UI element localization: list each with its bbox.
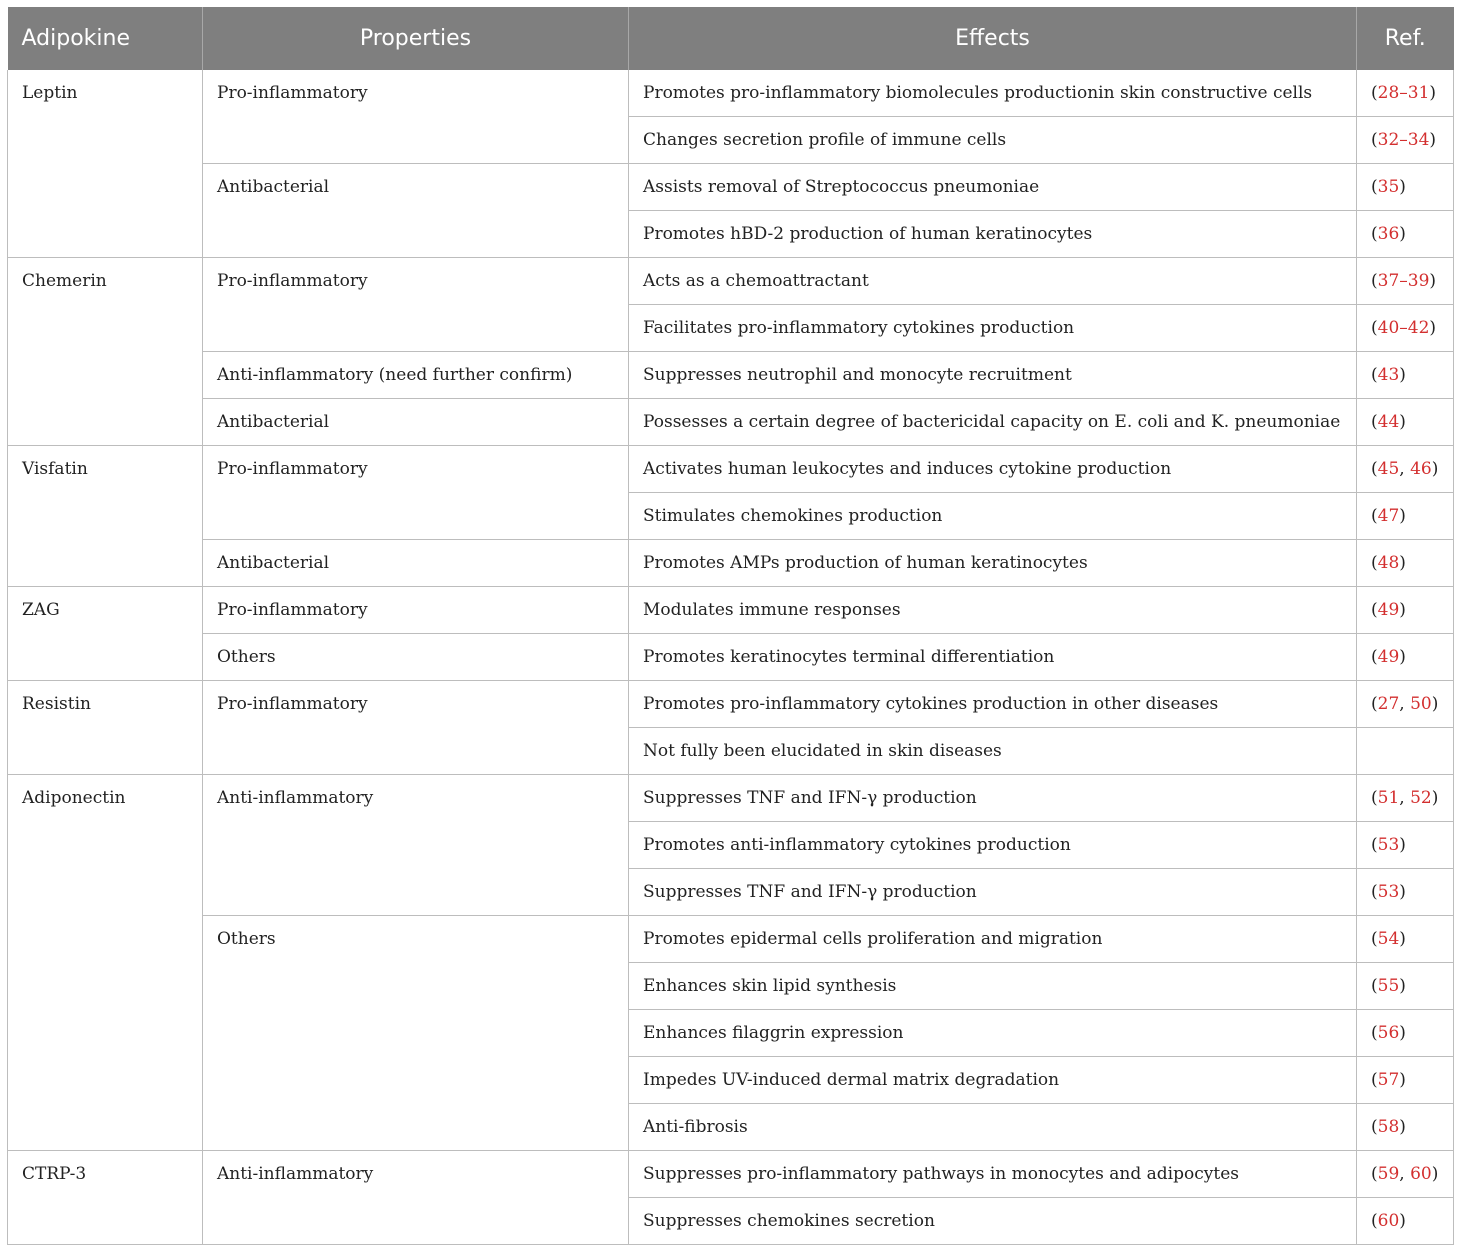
- ref-link[interactable]: 37–39: [1377, 271, 1430, 291]
- ref-paren-close: ): [1399, 1070, 1406, 1090]
- ref-paren-open: (: [1371, 835, 1378, 855]
- ref-link[interactable]: 48: [1377, 553, 1400, 573]
- ref-cell: [1357, 70, 1454, 117]
- effect-cell: Suppresses neutrophil and monocyte recruitment: [629, 352, 1357, 399]
- ref-link[interactable]: 54: [1377, 929, 1400, 949]
- ref-paren-open: (: [1371, 647, 1378, 667]
- ref-link[interactable]: 44: [1377, 412, 1400, 432]
- ref-link[interactable]: 43: [1377, 365, 1400, 385]
- ref-cell: [1357, 869, 1454, 916]
- adipokine-cell: Visfatin: [8, 446, 203, 587]
- ref-link[interactable]: 32–34: [1377, 130, 1430, 150]
- ref-paren-close: ): [1429, 83, 1437, 103]
- table-row: [8, 681, 1454, 728]
- ref-link[interactable]: 55: [1377, 976, 1400, 996]
- table-row: [8, 164, 1454, 211]
- ref-paren-close: ): [1399, 600, 1406, 620]
- ref-paren-close: ): [1399, 365, 1406, 385]
- property-cell: Pro-inflammatory: [203, 587, 629, 634]
- ref-cell: [1357, 634, 1454, 681]
- property-cell: Antibacterial: [203, 540, 629, 587]
- ref-paren-close: ): [1399, 882, 1406, 902]
- property-cell: Others: [203, 916, 629, 1151]
- effect-cell: Possesses a certain degree of bactericidal capacity on E. coli and K. pneumoniae: [629, 399, 1357, 446]
- ref-cell: [1357, 681, 1454, 728]
- effect-cell: Assists removal of Streptococcus pneumoniae: [629, 164, 1357, 211]
- ref-paren-open: (: [1371, 506, 1378, 526]
- ref-link[interactable]: 57: [1377, 1070, 1400, 1090]
- header-adipokine: Adipokine: [8, 7, 203, 70]
- ref-paren-open: (: [1371, 459, 1378, 479]
- adipokine-cell: Adiponectin: [8, 775, 203, 1151]
- ref-cell: [1357, 728, 1454, 775]
- effect-cell: Modulates immune responses: [629, 587, 1357, 634]
- ref-paren-close: ): [1399, 1117, 1406, 1137]
- header-ref: Ref.: [1357, 7, 1454, 70]
- table-row: [8, 399, 1454, 446]
- property-cell: Pro-inflammatory: [203, 70, 629, 164]
- ref-cell: [1357, 164, 1454, 211]
- ref-cell: [1357, 1057, 1454, 1104]
- ref-paren-close: ): [1399, 412, 1406, 432]
- ref-cell: [1357, 916, 1454, 963]
- ref-cell: [1357, 587, 1454, 634]
- ref-link[interactable]: 53: [1377, 882, 1400, 902]
- effect-cell: Promotes keratinocytes terminal differentiation: [629, 634, 1357, 681]
- ref-paren-open: (: [1371, 365, 1378, 385]
- ref-link[interactable]: 47: [1377, 506, 1400, 526]
- effect-cell: Enhances filaggrin expression: [629, 1010, 1357, 1057]
- adipokine-cell: Leptin: [8, 70, 203, 258]
- table-row: [8, 70, 1454, 117]
- ref-link[interactable]: 49: [1377, 600, 1400, 620]
- ref-paren-open: (: [1371, 318, 1378, 338]
- ref-paren-close: ): [1399, 177, 1406, 197]
- ref-cell: [1357, 1151, 1454, 1198]
- ref-paren-open: (: [1371, 130, 1378, 150]
- ref-cell: [1357, 352, 1454, 399]
- property-cell: Pro-inflammatory: [203, 681, 629, 775]
- effect-cell: Changes secretion profile of immune cells: [629, 117, 1357, 164]
- ref-paren-open: (: [1371, 224, 1378, 244]
- effect-cell: Activates human leukocytes and induces cytokine production: [629, 446, 1357, 493]
- effect-cell: Not fully been elucidated in skin diseases: [629, 728, 1357, 775]
- ref-paren-close: ): [1399, 976, 1406, 996]
- ref-paren-open: (: [1371, 929, 1378, 949]
- ref-paren-close: ): [1399, 1023, 1406, 1043]
- property-cell: Antibacterial: [203, 164, 629, 258]
- ref-link[interactable]: 59, 60: [1377, 1164, 1432, 1184]
- ref-paren-close: ): [1399, 224, 1406, 244]
- ref-paren-open: (: [1371, 976, 1378, 996]
- ref-link[interactable]: 28–31: [1377, 83, 1430, 103]
- ref-paren-close: ): [1399, 553, 1406, 573]
- effect-cell: Promotes anti-inflammatory cytokines production: [629, 822, 1357, 869]
- effect-cell: Acts as a chemoattractant: [629, 258, 1357, 305]
- ref-paren-open: (: [1371, 553, 1378, 573]
- effect-cell: Promotes AMPs production of human keratinocytes: [629, 540, 1357, 587]
- ref-paren-close: ): [1429, 271, 1437, 291]
- effect-cell: Suppresses TNF and IFN-γ production: [629, 775, 1357, 822]
- effect-cell: Anti-fibrosis: [629, 1104, 1357, 1151]
- ref-paren-open: (: [1371, 271, 1378, 291]
- effect-cell: Stimulates chemokines production: [629, 493, 1357, 540]
- ref-paren-close: ): [1431, 459, 1439, 479]
- ref-cell: [1357, 211, 1454, 258]
- table-body: [8, 70, 1454, 1245]
- ref-paren-close: ): [1429, 130, 1437, 150]
- adipokine-cell: Chemerin: [8, 258, 203, 446]
- adipokine-cell: ZAG: [8, 587, 203, 681]
- ref-cell: [1357, 540, 1454, 587]
- ref-link[interactable]: 27, 50: [1377, 694, 1432, 714]
- property-cell: Pro-inflammatory: [203, 446, 629, 540]
- table-row: [8, 258, 1454, 305]
- ref-paren-close: ): [1429, 318, 1437, 338]
- ref-paren-open: (: [1371, 882, 1378, 902]
- ref-paren-close: ): [1431, 1164, 1439, 1184]
- ref-cell: [1357, 963, 1454, 1010]
- effect-cell: Impedes UV-induced dermal matrix degradation: [629, 1057, 1357, 1104]
- ref-cell: [1357, 305, 1454, 352]
- ref-paren-open: (: [1371, 600, 1378, 620]
- effect-cell: Suppresses TNF and IFN-γ production: [629, 869, 1357, 916]
- ref-cell: [1357, 399, 1454, 446]
- effect-cell: Promotes pro-inflammatory biomolecules productionin skin constructive cells: [629, 70, 1357, 117]
- ref-paren-open: (: [1371, 1117, 1378, 1137]
- effect-cell: Suppresses pro-inflammatory pathways in monocytes and adipocytes: [629, 1151, 1357, 1198]
- ref-link[interactable]: 49: [1377, 647, 1400, 667]
- header-properties: Properties: [203, 7, 629, 70]
- ref-paren-open: (: [1371, 1164, 1378, 1184]
- ref-cell: [1357, 117, 1454, 164]
- ref-link[interactable]: 56: [1377, 1023, 1400, 1043]
- effect-cell: Promotes pro-inflammatory cytokines production in other diseases: [629, 681, 1357, 728]
- ref-link[interactable]: 60: [1377, 1211, 1400, 1231]
- ref-link[interactable]: 58: [1377, 1117, 1400, 1137]
- ref-paren-open: (: [1371, 1211, 1378, 1231]
- table-row: [8, 587, 1454, 634]
- property-cell: Anti-inflammatory: [203, 775, 629, 916]
- ref-cell: [1357, 258, 1454, 305]
- header-effects: Effects: [629, 7, 1357, 70]
- effect-cell: Facilitates pro-inflammatory cytokines production: [629, 305, 1357, 352]
- ref-paren-open: (: [1371, 177, 1378, 197]
- ref-paren-open: (: [1371, 788, 1378, 808]
- ref-link[interactable]: 36: [1377, 224, 1400, 244]
- ref-paren-close: ): [1399, 835, 1406, 855]
- ref-cell: [1357, 1010, 1454, 1057]
- ref-link[interactable]: 53: [1377, 835, 1400, 855]
- ref-link[interactable]: 45, 46: [1377, 459, 1432, 479]
- ref-paren-close: ): [1399, 647, 1406, 667]
- ref-paren-close: ): [1399, 1211, 1406, 1231]
- ref-paren-open: (: [1371, 412, 1378, 432]
- ref-paren-close: ): [1399, 506, 1406, 526]
- table-row: [8, 634, 1454, 681]
- ref-paren-open: (: [1371, 1023, 1378, 1043]
- adipokine-table: [7, 7, 1454, 1245]
- table-row: [8, 916, 1454, 963]
- ref-paren-close: ): [1431, 788, 1439, 808]
- effect-cell: Suppresses chemokines secretion: [629, 1198, 1357, 1245]
- property-cell: Antibacterial: [203, 399, 629, 446]
- ref-cell: [1357, 446, 1454, 493]
- property-cell: Pro-inflammatory: [203, 258, 629, 352]
- effect-cell: Promotes hBD-2 production of human keratinocytes: [629, 211, 1357, 258]
- table-header-row: [8, 7, 1454, 70]
- ref-cell: [1357, 775, 1454, 822]
- property-cell: Anti-inflammatory (need further confirm): [203, 352, 629, 399]
- ref-paren-open: (: [1371, 694, 1378, 714]
- ref-link[interactable]: 35: [1377, 177, 1400, 197]
- ref-cell: [1357, 822, 1454, 869]
- ref-cell: [1357, 1104, 1454, 1151]
- effect-cell: Enhances skin lipid synthesis: [629, 963, 1357, 1010]
- ref-cell: [1357, 493, 1454, 540]
- ref-link[interactable]: 40–42: [1377, 318, 1430, 338]
- table-row: [8, 446, 1454, 493]
- property-cell: Others: [203, 634, 629, 681]
- ref-cell: [1357, 1198, 1454, 1245]
- table-row: [8, 775, 1454, 822]
- ref-paren-close: ): [1431, 694, 1439, 714]
- property-cell: Anti-inflammatory: [203, 1151, 629, 1245]
- adipokine-cell: CTRP-3: [8, 1151, 203, 1245]
- ref-paren-open: (: [1371, 1070, 1378, 1090]
- adipokine-cell: Resistin: [8, 681, 203, 775]
- ref-paren-close: ): [1399, 929, 1406, 949]
- table-row: [8, 352, 1454, 399]
- table-row: [8, 1151, 1454, 1198]
- ref-link[interactable]: 51, 52: [1377, 788, 1432, 808]
- ref-paren-open: (: [1371, 83, 1378, 103]
- table-row: [8, 540, 1454, 587]
- effect-cell: Promotes epidermal cells proliferation and migration: [629, 916, 1357, 963]
